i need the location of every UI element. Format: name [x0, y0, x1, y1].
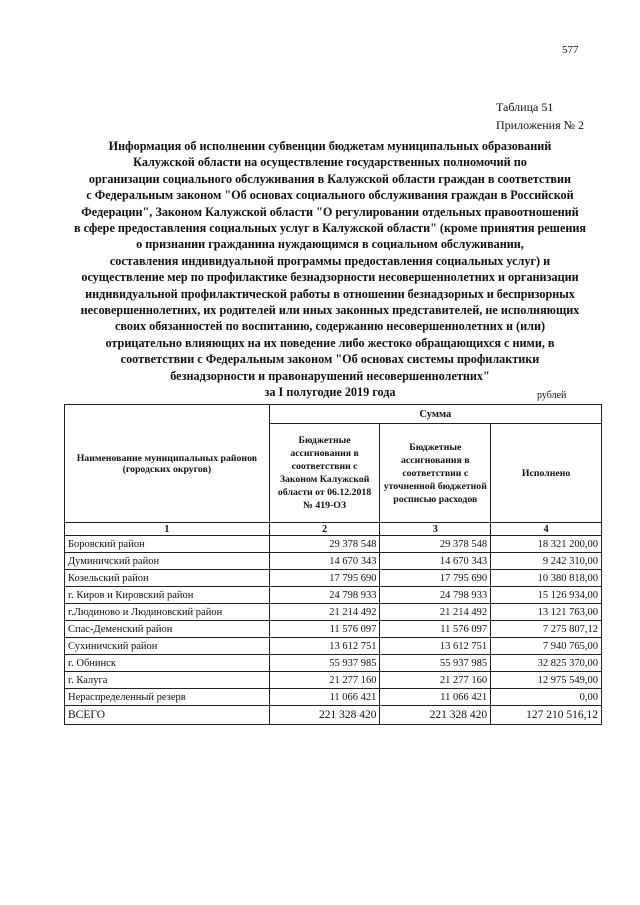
revised-value: 55 937 985: [380, 655, 491, 672]
header-law-allocations: Бюджетные ассигнования в соответствии с Законом Калужской области от 06.12.2018 № 419-ОЗ: [269, 424, 380, 523]
title-line: Федерации", Законом Калужской области "О регулировании отдельных правоотношений: [81, 204, 579, 219]
district-name: г. Киров и Кировский район: [65, 587, 270, 604]
column-number: 3: [380, 523, 491, 536]
law-value: 21 277 160: [269, 672, 380, 689]
revised-value: 21 277 160: [380, 672, 491, 689]
law-value: 29 378 548: [269, 536, 380, 553]
title-line: Информация об исполнении субвенции бюджетам муниципальных образований: [108, 139, 552, 153]
executed-value: 13 121 763,00: [491, 604, 602, 621]
district-name: г.Людиново и Людиновский район: [65, 604, 270, 621]
revised-value: 11 576 097: [380, 621, 491, 638]
law-value: 17 795 690: [269, 570, 380, 587]
law-value: 11 576 097: [269, 621, 380, 638]
units-label: рублей: [537, 390, 567, 401]
title-line: несовершеннолетних, их родителей или иных законных представителей, не исполняющих: [80, 303, 580, 318]
executed-value: 7 940 765,00: [491, 638, 602, 655]
revised-value: 13 612 751: [380, 638, 491, 655]
total-label: ВСЕГО: [65, 706, 270, 725]
column-number-row: [65, 523, 602, 536]
table-row: [65, 655, 602, 672]
title-line: о признании гражданина нуждающимся в социальном обслуживании,: [136, 237, 524, 252]
total-revised-value: 221 328 420: [380, 706, 491, 725]
district-name: г. Обнинск: [65, 655, 270, 672]
law-value: 55 937 985: [269, 655, 380, 672]
column-number: 1: [65, 523, 270, 536]
district-name: Боровский район: [65, 536, 270, 553]
title-line: в сфере предоставления социальных услуг в Калужской области" (кроме принятия решения: [73, 221, 587, 236]
district-name: Сухиничский район: [65, 638, 270, 655]
executed-value: 9 242 310,00: [491, 553, 602, 570]
header-sum: Сумма: [269, 405, 601, 424]
law-value: 21 214 492: [269, 604, 380, 621]
column-number: 2: [269, 523, 380, 536]
revised-value: 21 214 492: [380, 604, 491, 621]
revised-value: 29 378 548: [380, 536, 491, 553]
executed-value: 12 975 549,00: [491, 672, 602, 689]
title-line: с Федеральным законом "Об основах социального обслуживания граждан в Российской: [86, 188, 574, 203]
table-row: [65, 672, 602, 689]
executed-value: 7 275 807,12: [491, 621, 602, 638]
total-executed-value: 127 210 516,12: [491, 706, 602, 725]
reserve-revised-value: 11 066 421: [380, 689, 491, 706]
header-revised-allocations: Бюджетные ассигнования в соответствии с уточненной бюджетной росписью расходов: [380, 424, 491, 523]
title-line: индивидуальной профилактической работы в отношении безнадзорных и беспризорных: [85, 286, 575, 301]
table-label: Таблица 51: [496, 100, 554, 114]
title-line: Калужской области на осуществление государственных полномочий по: [133, 155, 527, 170]
reserve-executed-value: 0,00: [491, 689, 602, 706]
title-line: безнадзорности и правонарушений несовершеннолетних": [170, 368, 490, 383]
district-name: Думиничский район: [65, 553, 270, 570]
table-row: [65, 621, 602, 638]
executed-value: 10 380 818,00: [491, 570, 602, 587]
table-row: [65, 587, 602, 604]
document-title: [60, 138, 600, 401]
title-line: за I полугодие 2019 года: [264, 385, 396, 400]
law-value: 14 670 343: [269, 553, 380, 570]
reserve-law-value: 11 066 421: [269, 689, 380, 706]
revised-value: 24 798 933: [380, 587, 491, 604]
revised-value: 14 670 343: [380, 553, 491, 570]
appendix-label: Приложения № 2: [496, 118, 585, 132]
district-name: Спас-Деменский район: [65, 621, 270, 638]
district-name: г. Калуга: [65, 672, 270, 689]
title-line: своих обязанностей по воспитанию, содержанию несовершеннолетних и (или): [114, 319, 546, 334]
total-law-value: 221 328 420: [269, 706, 380, 725]
table-row: [65, 553, 602, 570]
header-name: Наименование муниципальных районов (городских округов): [65, 405, 270, 523]
law-value: 24 798 933: [269, 587, 380, 604]
table-row: [65, 536, 602, 553]
reserve-row: [65, 689, 602, 706]
page-number: 577: [562, 44, 579, 56]
table-row: [65, 570, 602, 587]
subvention-table: [64, 404, 602, 725]
reserve-name: Нераспределенный резерв: [65, 689, 270, 706]
district-name: Козельский район: [65, 570, 270, 587]
title-line: организации социального обслуживания в Калужской области граждан в соответствии: [88, 171, 572, 186]
executed-value: 32 825 370,00: [491, 655, 602, 672]
executed-value: 18 321 200,00: [491, 536, 602, 553]
title-line: соответствии с Федеральным законом "Об основах системы профилактики: [120, 352, 540, 367]
table-header-row: [65, 405, 602, 424]
table-row: [65, 638, 602, 655]
header-executed: Исполнено: [491, 424, 602, 523]
title-line: составления индивидуальной программы предоставления социальных услуг) и: [109, 253, 551, 268]
executed-value: 15 126 934,00: [491, 587, 602, 604]
total-row: [65, 706, 602, 725]
title-line: осуществление мер по профилактике безнадзорности несовершеннолетних и организации: [81, 270, 579, 285]
law-value: 13 612 751: [269, 638, 380, 655]
revised-value: 17 795 690: [380, 570, 491, 587]
title-line: отрицательно влияющих на их поведение либо жестоко обращающихся с ними, в: [105, 335, 555, 350]
column-number: 4: [491, 523, 602, 536]
table-row: [65, 604, 602, 621]
